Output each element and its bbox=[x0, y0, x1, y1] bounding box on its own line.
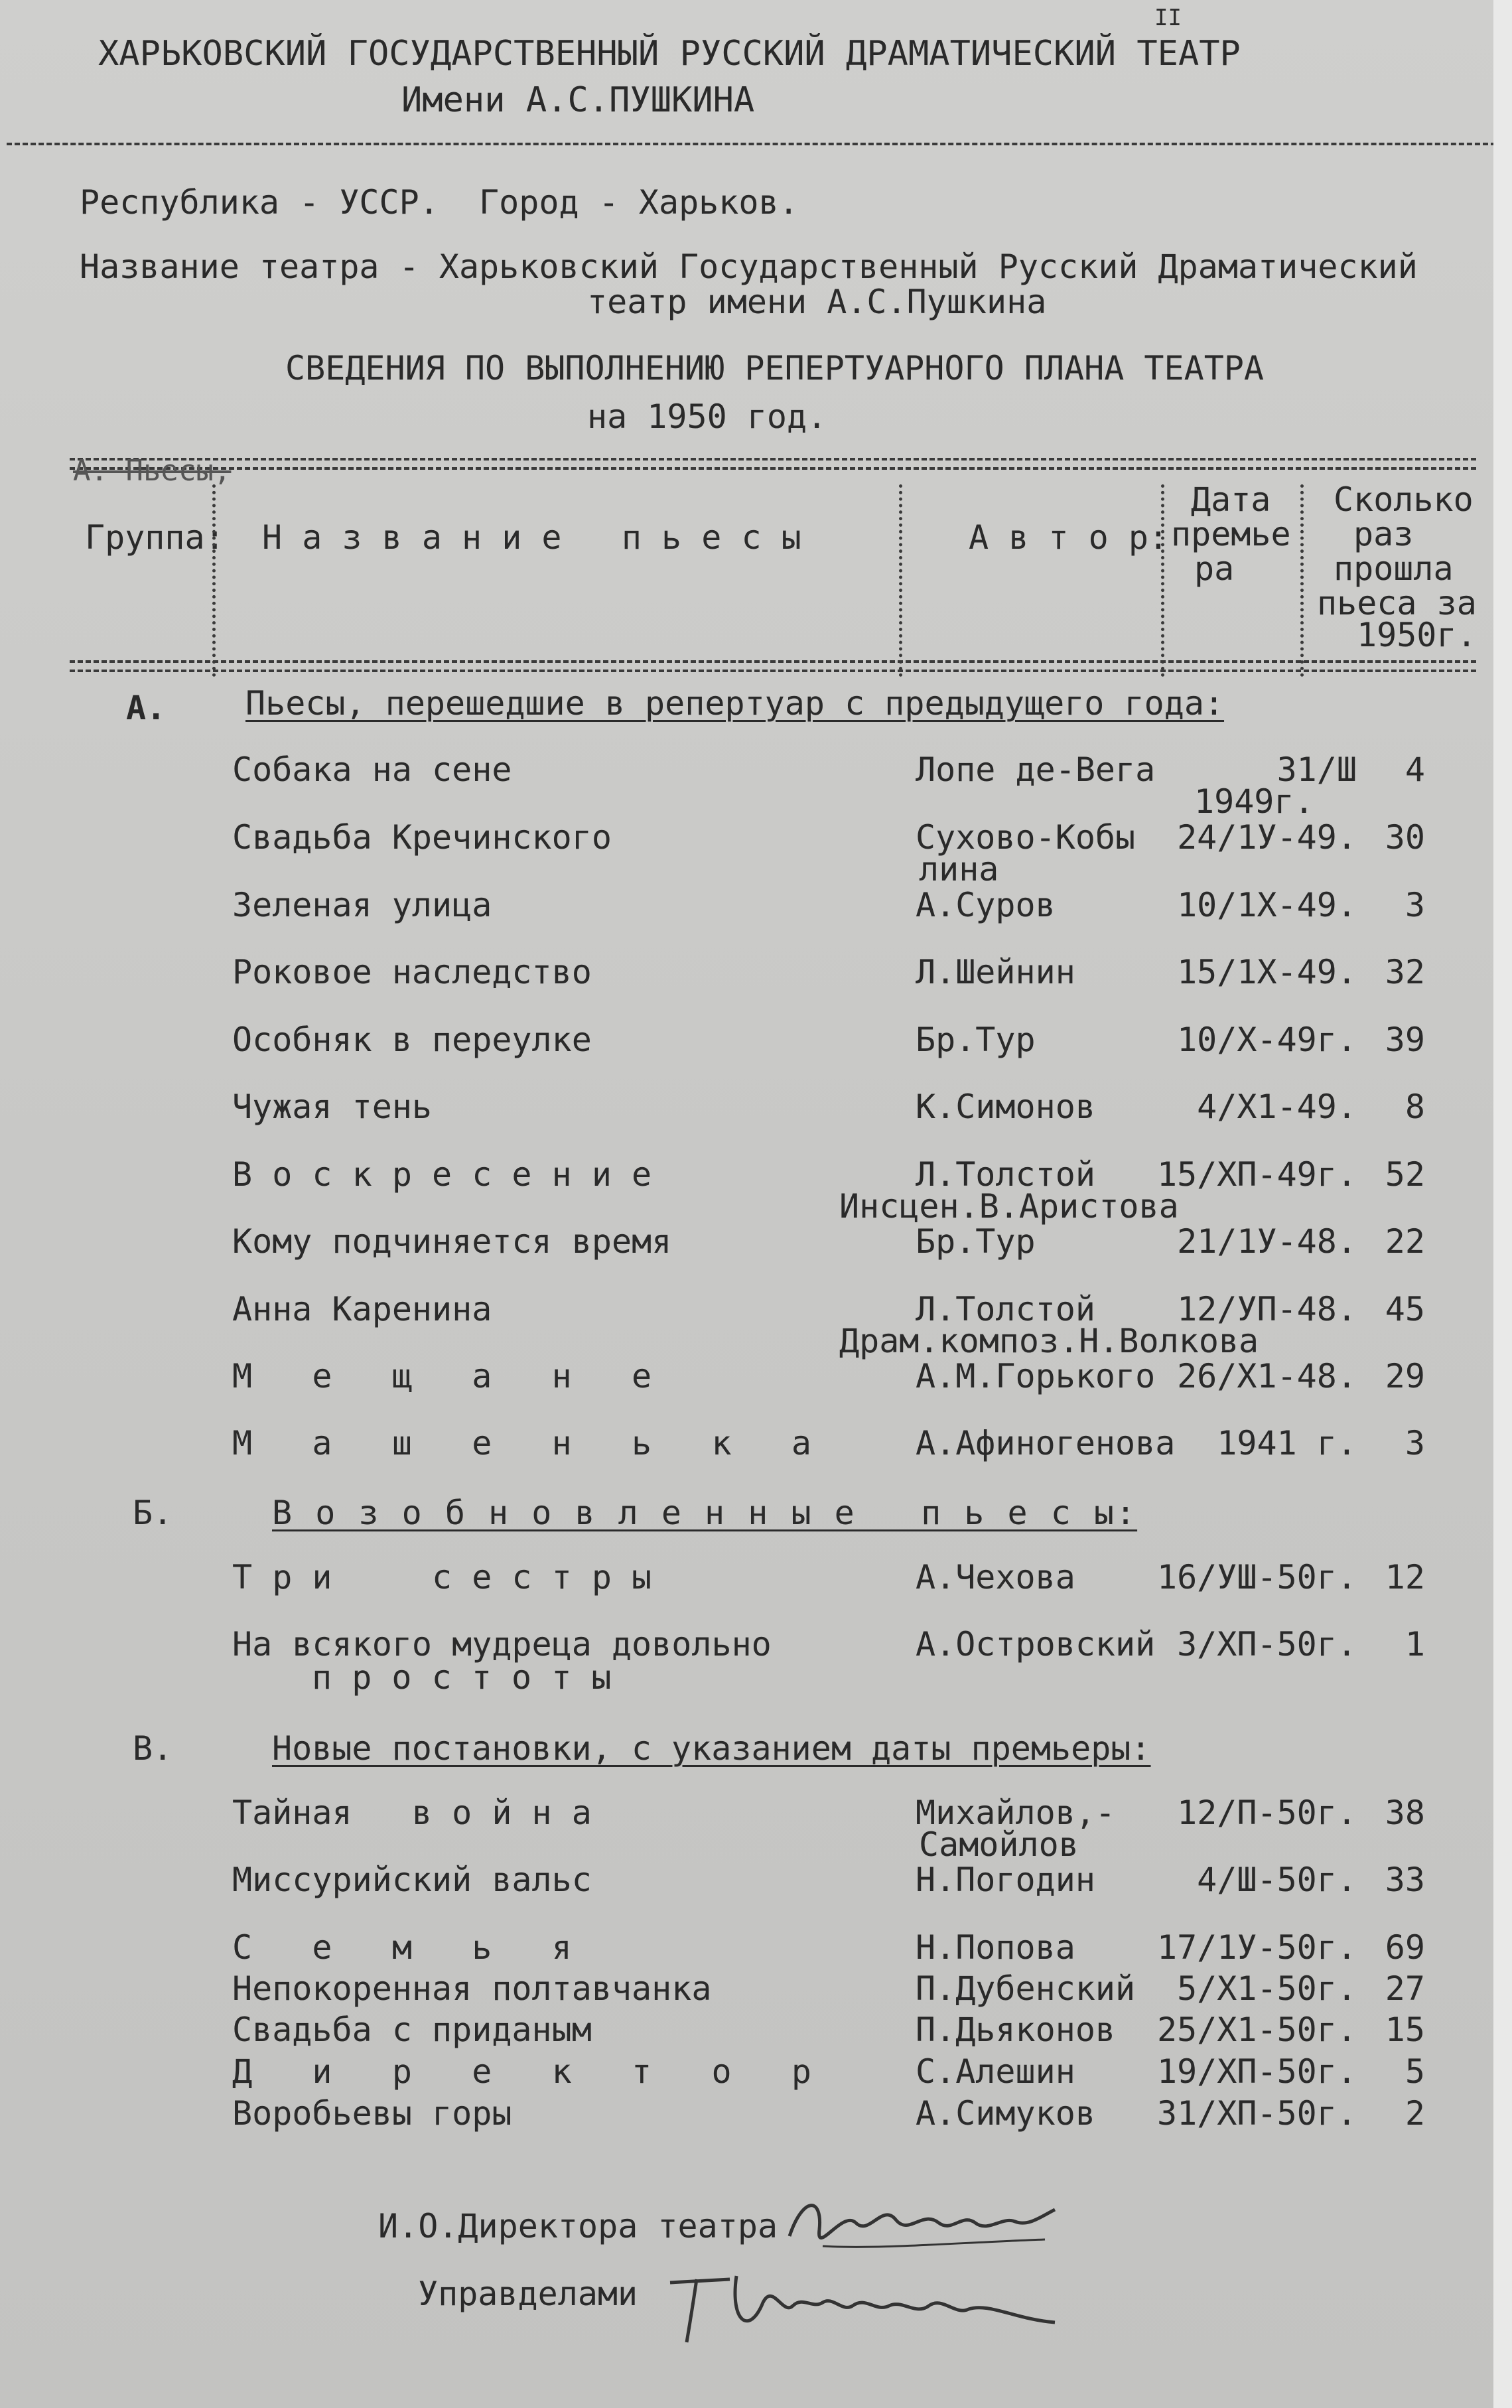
performance-count: 38 bbox=[1385, 1794, 1425, 1832]
manager-signature bbox=[657, 2243, 1068, 2362]
manager-signature-label: Управделами bbox=[418, 2275, 638, 2313]
premiere-date-cont: 1949г. bbox=[1194, 782, 1314, 821]
play-author: Н.Погодин bbox=[916, 1861, 1095, 1899]
play-author: А.Чехова bbox=[916, 1558, 1075, 1596]
play-author: Михайлов,- bbox=[916, 1794, 1116, 1832]
premiere-date: 21/1У-48. bbox=[1177, 1222, 1357, 1261]
premiere-date: 19/ХП-50г. bbox=[1156, 2052, 1357, 2091]
header-divider bbox=[7, 143, 1496, 145]
premiere-date: 31/ХП-50г. bbox=[1156, 2094, 1357, 2133]
play-author: Л.Толстой bbox=[916, 1155, 1095, 1194]
performance-count: 33 bbox=[1385, 1861, 1425, 1899]
play-title: М а ш е н ь к а bbox=[232, 1424, 811, 1462]
republic-city-line: Республика - УССР. Город - Харьков. bbox=[80, 183, 799, 222]
play-title: Свадьба Кречинского bbox=[232, 818, 612, 857]
premiere-date: 4/Х1-49. bbox=[1197, 1088, 1357, 1126]
performance-count: 27 bbox=[1385, 1969, 1425, 2008]
premiere-date: 16/УШ-50г. bbox=[1156, 1558, 1357, 1596]
play-author: А.М.Горького bbox=[916, 1357, 1156, 1395]
table-header-top-rule bbox=[70, 458, 1476, 470]
play-title: Анна Каренина bbox=[232, 1290, 492, 1328]
column-header-count-2: раз bbox=[1353, 515, 1414, 553]
play-author: Бр.Тур bbox=[916, 1222, 1036, 1261]
column-separator-1 bbox=[212, 484, 216, 677]
performance-count: 52 bbox=[1385, 1155, 1425, 1194]
column-separator-3 bbox=[1161, 484, 1164, 677]
performance-count: 45 bbox=[1385, 1290, 1425, 1328]
play-title: Непокоренная полтавчанка bbox=[232, 1969, 712, 2008]
play-title-cont: п р о с т о т ы bbox=[312, 1658, 612, 1697]
play-author: Л.Шейнин bbox=[916, 953, 1075, 991]
scan-right-edge bbox=[1493, 0, 1512, 2408]
play-title: В о с к р е с е н и е bbox=[232, 1155, 652, 1194]
play-title: Зеленая улица bbox=[232, 886, 492, 924]
struck-header-text: А. Пьесы, bbox=[73, 454, 232, 488]
play-author-cont: Драм.композ.Н.Волкова bbox=[839, 1322, 1259, 1360]
page-number-mark: II bbox=[1154, 5, 1182, 31]
play-author-cont: Инсцен.В.Аристова bbox=[839, 1187, 1179, 1226]
performance-count: 3 bbox=[1405, 886, 1425, 924]
theatre-name-line-1: Название театра - Харьковский Государственный Русский Драматический bbox=[80, 248, 1418, 286]
performance-count: 3 bbox=[1405, 1424, 1425, 1462]
play-author: Бр.Тур bbox=[916, 1021, 1036, 1059]
theatre-header-line-2: Имени А.С.ПУШКИНА bbox=[401, 80, 755, 120]
table-header-bottom-rule bbox=[70, 660, 1476, 672]
performance-count: 12 bbox=[1385, 1558, 1425, 1596]
performance-count: 32 bbox=[1385, 953, 1425, 991]
premiere-date: 17/1У-50г. bbox=[1156, 1928, 1357, 1967]
document-year: на 1950 год. bbox=[587, 397, 827, 436]
column-header-count-3: прошла bbox=[1334, 549, 1454, 588]
column-header-group: Группа: bbox=[85, 518, 225, 557]
performance-count: 15 bbox=[1385, 2011, 1425, 2049]
play-title: Чужая тень bbox=[232, 1088, 433, 1126]
column-header-author: А в т о р: bbox=[969, 518, 1169, 557]
performance-count: 8 bbox=[1405, 1088, 1425, 1126]
play-author: А.Симуков bbox=[916, 2094, 1095, 2133]
play-author-cont: Самойлов bbox=[919, 1825, 1079, 1864]
premiere-date: 10/1Х-49. bbox=[1177, 886, 1357, 924]
column-separator-4 bbox=[1300, 484, 1304, 677]
play-author: П.Дубенский bbox=[916, 1969, 1136, 2008]
performance-count: 22 bbox=[1385, 1222, 1425, 1261]
column-header-date-2: премье bbox=[1171, 515, 1291, 553]
performance-count: 39 bbox=[1385, 1021, 1425, 1059]
premiere-date: 5/Х1-50г. bbox=[1177, 1969, 1357, 2008]
play-author: Лопе де-Вега bbox=[916, 750, 1156, 789]
column-header-title: Н а з в а н и е п ь е с ы bbox=[262, 518, 801, 557]
director-signature-label: И.О.Директора театра bbox=[378, 2207, 778, 2245]
play-author: Л.Толстой bbox=[916, 1290, 1095, 1328]
play-author: Сухово-Кобы bbox=[916, 818, 1136, 857]
section-a-title: Пьесы, перешедшие в репертуар с предыдущего года: bbox=[245, 684, 1225, 723]
premiere-date: 15/1Х-49. bbox=[1177, 953, 1357, 991]
performance-count: 1 bbox=[1405, 1625, 1425, 1664]
performance-count: 29 bbox=[1385, 1357, 1425, 1395]
performance-count: 5 bbox=[1405, 2052, 1425, 2091]
column-header-date-3: ра bbox=[1194, 549, 1235, 588]
play-author: С.Алешин bbox=[916, 2052, 1075, 2091]
play-author: К.Симонов bbox=[916, 1088, 1095, 1126]
performance-count: 2 bbox=[1405, 2094, 1425, 2133]
play-title: Свадьба с приданым bbox=[232, 2011, 592, 2049]
section-b-letter: Б. bbox=[133, 1494, 173, 1532]
column-header-date-1: Дата bbox=[1191, 480, 1271, 519]
premiere-date: 25/Х1-50г. bbox=[1156, 2011, 1357, 2049]
play-author: П.Дьяконов bbox=[916, 2011, 1116, 2049]
section-c-letter: В. bbox=[133, 1729, 173, 1768]
play-title: М е щ а н е bbox=[232, 1357, 652, 1395]
play-title: Тайная в о й н а bbox=[232, 1794, 592, 1832]
play-author: Н.Попова bbox=[916, 1928, 1075, 1967]
play-title: С е м ь я bbox=[232, 1928, 572, 1967]
premiere-date: 26/Х1-48. bbox=[1177, 1357, 1357, 1395]
premiere-date: 12/П-50г. bbox=[1177, 1794, 1357, 1832]
premiere-date: 10/Х-49г. bbox=[1177, 1021, 1357, 1059]
section-c-title: Новые постановки, с указанием даты премьеры: bbox=[272, 1729, 1151, 1768]
performance-count: 30 bbox=[1385, 818, 1425, 857]
premiere-date: 24/1У-49. bbox=[1177, 818, 1357, 857]
play-title: Д и р е к т о р bbox=[232, 2052, 811, 2091]
column-header-count-1: Сколько bbox=[1334, 480, 1474, 519]
play-title: Кому подчиняется время bbox=[232, 1222, 672, 1261]
premiere-date: 3/ХП-50г. bbox=[1177, 1625, 1357, 1664]
column-separator-2 bbox=[899, 484, 902, 677]
play-author-cont: лина bbox=[919, 850, 999, 888]
play-title: Собака на сене bbox=[232, 750, 512, 789]
premiere-date: 15/ХП-49г. bbox=[1156, 1155, 1357, 1194]
performance-count: 4 bbox=[1405, 750, 1425, 789]
column-header-count-5: 1950г. bbox=[1357, 616, 1477, 654]
play-author: А.Суров bbox=[916, 886, 1056, 924]
premiere-date: 12/УП-48. bbox=[1177, 1290, 1357, 1328]
performance-count: 69 bbox=[1385, 1928, 1425, 1967]
play-title: Т р и с е с т р ы bbox=[232, 1558, 652, 1596]
document-title: СВЕДЕНИЯ ПО ВЫПОЛНЕНИЮ РЕПЕРТУАРНОГО ПЛАНА ТЕАТРА bbox=[285, 349, 1265, 388]
theatre-header-line-1: ХАРЬКОВСКИЙ ГОСУДАРСТВЕННЫЙ РУССКИЙ ДРАМАТИЧЕСКИЙ ТЕАТР bbox=[98, 34, 1241, 74]
section-b-title: В о з о б н о в л е н н ы е п ь е с ы: bbox=[272, 1494, 1138, 1532]
play-title: Роковое наследство bbox=[232, 953, 592, 991]
play-title: Миссурийский вальс bbox=[232, 1861, 592, 1899]
premiere-date: 1941 г. bbox=[1217, 1424, 1357, 1462]
play-title: Воробьевы горы bbox=[232, 2094, 512, 2133]
play-author: А.Островский bbox=[916, 1625, 1156, 1664]
play-title: Особняк в переулке bbox=[232, 1021, 592, 1059]
premiere-date: 31/Ш bbox=[1276, 750, 1357, 789]
section-a-letter: А. bbox=[126, 689, 167, 727]
column-header-count-4: пьеса за bbox=[1317, 584, 1477, 622]
play-author: А.Афиногенова bbox=[916, 1424, 1176, 1462]
play-title: На всякого мудреца довольно bbox=[232, 1625, 772, 1664]
premiere-date: 4/Ш-50г. bbox=[1197, 1861, 1357, 1899]
theatre-name-line-2: театр имени А.С.Пушкина bbox=[587, 283, 1047, 321]
